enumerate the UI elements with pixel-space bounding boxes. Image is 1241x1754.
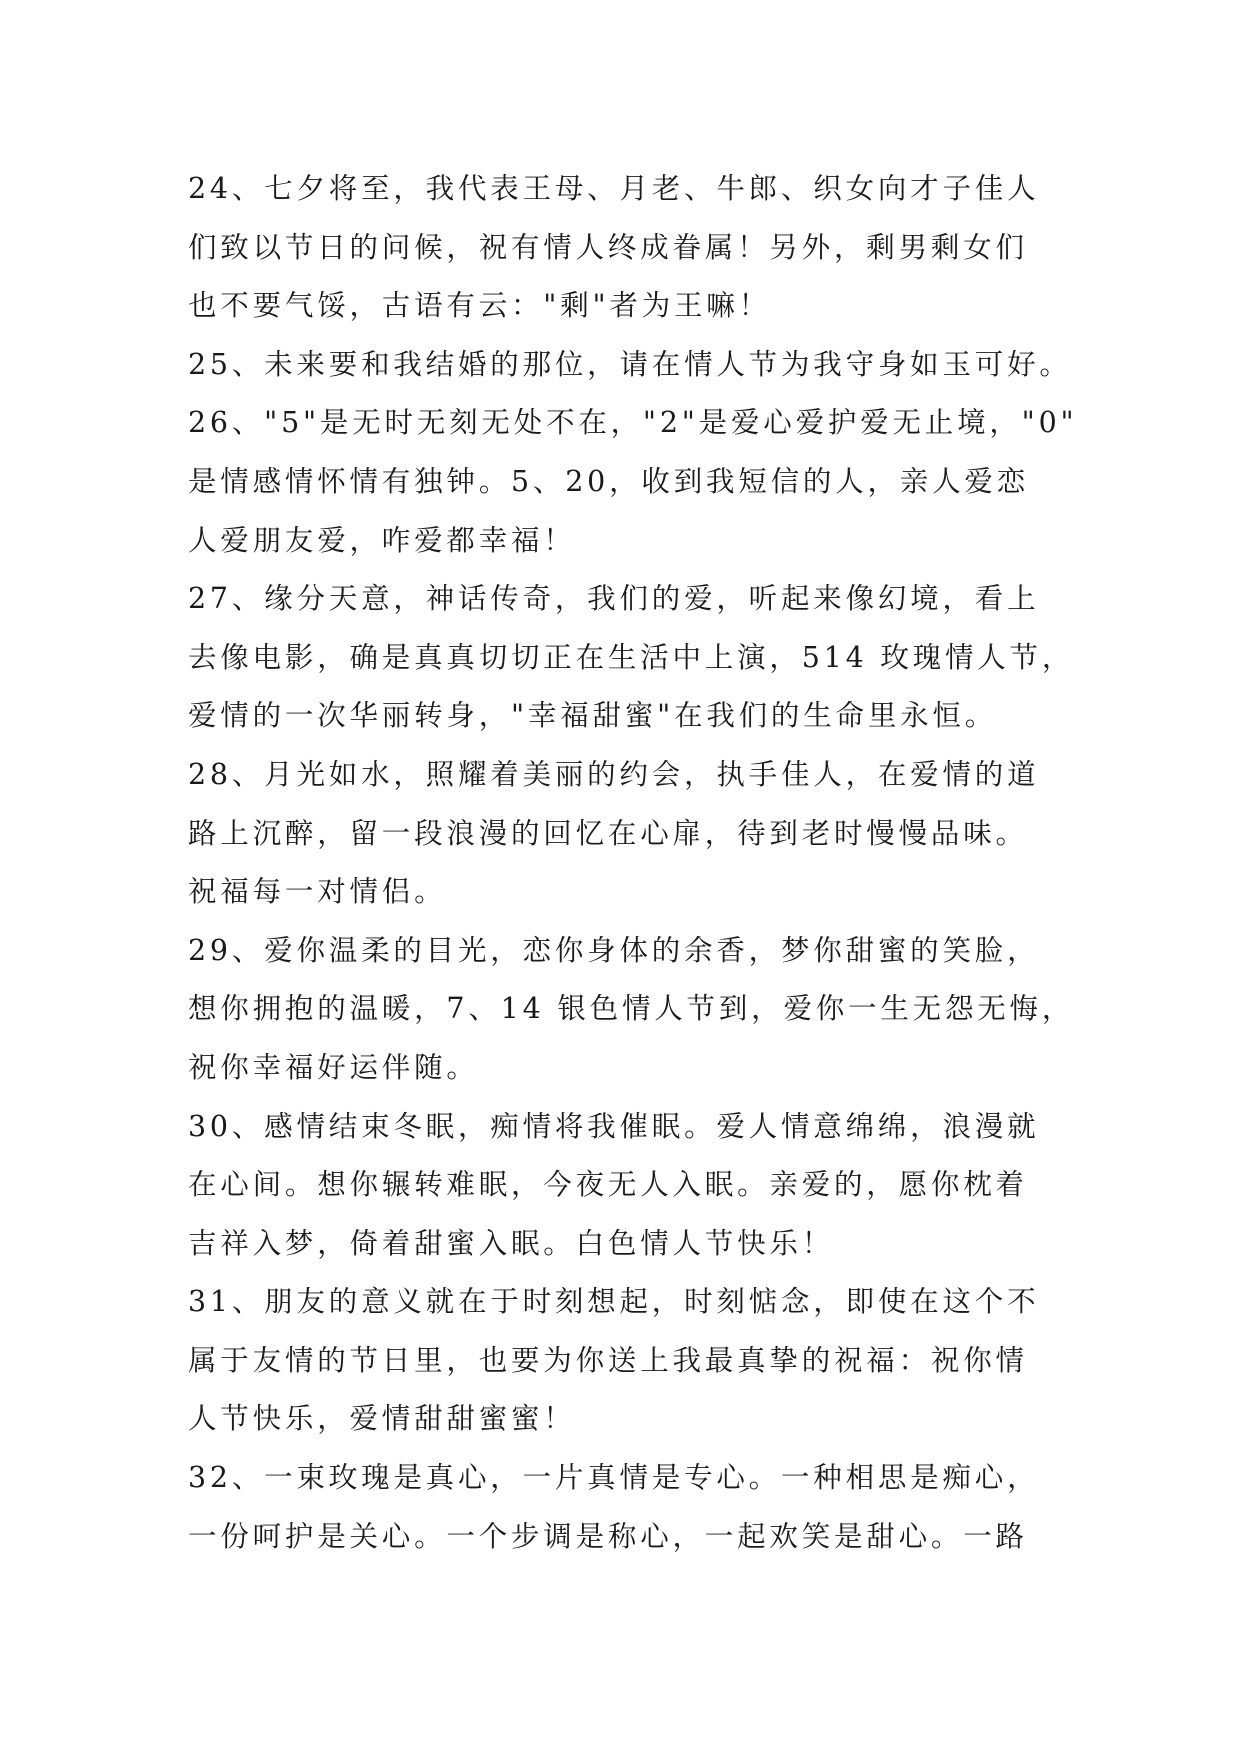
text-line: 27、缘分天意，神话传奇，我们的爱，听起来像幻境，看上 [188,582,1040,616]
text-line: 24、七夕将至，我代表王母、月老、牛郎、织女向才子佳人 [188,172,1040,205]
text-line: 吉祥入梦，倚着甜蜜入眠。白色情人节快乐！ [188,1226,835,1260]
text-line: 路上沉醉，留一段浪漫的回忆在心扉，待到老时慢慢品味。 [188,816,1028,850]
text-line: 30、感情结束冬眠，痴情将我催眠。爱人情意绵绵，浪漫就 [188,1109,1040,1143]
text-line: 31、朋友的意义就在于时刻想起，时刻惦念，即使在这个不 [188,1285,1040,1319]
text-line: 32、一束玫瑰是真心，一片真情是专心。一种相思是痴心， [188,1461,1040,1495]
text-line: 在心间。想你辗转难眠，今夜无人入眠。亲爱的，愿你枕着 [188,1168,1028,1202]
text-line: 29、爱你温柔的目光，恋你身体的余香，梦你甜蜜的笑脸， [188,933,1040,967]
text-line: 也不要气馁，古语有云："剩"者为王嘛！ [188,289,771,323]
text-line: 28、月光如水，照耀着美丽的约会，执手佳人，在爱情的道 [188,757,1040,791]
text-line: 是情感情怀情有独钟。5、20，收到我短信的人，亲人爱恋 [188,464,1029,498]
text-line: 想你拥抱的温暖，7、14 银色情人节到，爱你一生无怨无悔， [188,992,1075,1026]
text-line: 们致以节日的问候，祝有情人终成眷属！另外，剩男剩女们 [188,230,1028,264]
text-line: 祝福每一对情侣。 [188,875,447,909]
text-line: 属于友情的节日里，也要为你送上我最真挚的祝福：祝你情 [188,1343,1028,1377]
text-line: 人爱朋友爱，咋爱都幸福！ [188,523,576,557]
text-line: 26、"5"是无时无刻无处不在，"2"是爱心爱护爱无止境，"0" [188,406,1078,440]
text-line: 人节快乐，爱情甜甜蜜蜜！ [188,1402,576,1436]
text-line: 一份呵护是关心。一个步调是称心，一起欢笑是甜心。一路 [188,1519,1028,1553]
text-line: 祝你幸福好运伴随。 [188,1050,479,1084]
text-line: 25、未来要和我结婚的那位，请在情人节为我守身如玉可好。 [188,347,1072,381]
document-body [188,160,1078,1566]
text-line: 去像电影，确是真真切切正在生活中上演，514 玫瑰情人节， [188,640,1075,674]
text-line: 爱情的一次华丽转身，"幸福甜蜜"在我们的生命里永恒。 [188,699,998,733]
